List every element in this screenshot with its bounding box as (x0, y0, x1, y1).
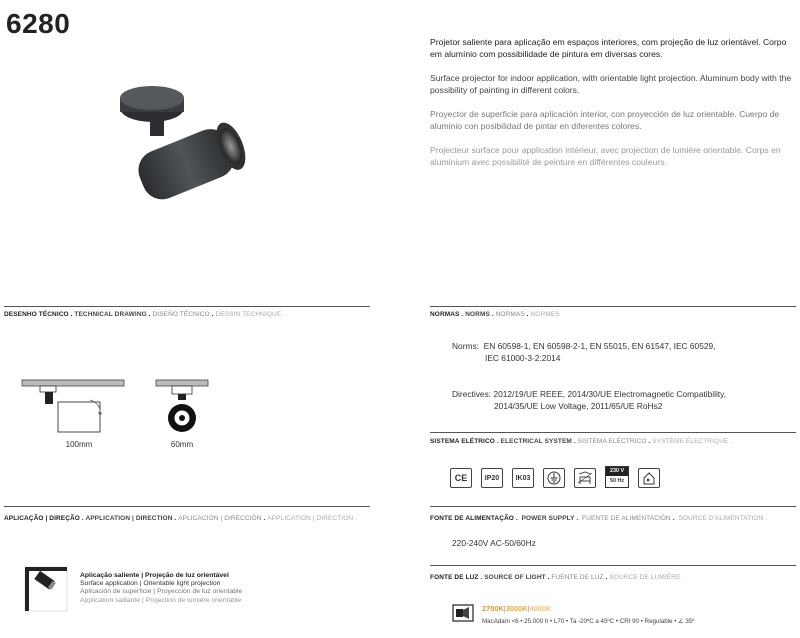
application-es: Aplicación de superficie | Proyección de luz orientable (80, 588, 243, 596)
product-photo (110, 80, 270, 240)
led-module-icon (452, 604, 474, 622)
product-code: 6280 (6, 8, 71, 39)
application-fr: Application saillante | Projection de lumière orientable (80, 596, 242, 604)
norms-label: Norms: (452, 341, 479, 351)
norms-line1: EN 60598-1, EN 60598-2-1, EN 55015, EN 61547, IEC 60529, (483, 341, 716, 351)
section-title-norms: NORMAS . NORMS . NORMAS . NORMES (430, 311, 560, 318)
power-supply-value: 220-240V AC-50/60Hz (452, 538, 536, 548)
directives-label: Directives: (452, 389, 492, 399)
flammable-surface-icon (574, 468, 596, 488)
voltage-top: 230 V (606, 467, 628, 476)
cct-2700k: 2700K (482, 604, 504, 613)
directives-block (452, 388, 792, 412)
application-pt: Aplicação saliente | Projeção de luz orientável (80, 572, 229, 579)
ce-mark-icon: CE (450, 468, 472, 488)
divider-norms (430, 306, 796, 307)
divider-technical-drawing (4, 306, 370, 307)
earth-symbol-icon (543, 468, 565, 488)
voltage-bottom: 50 Hz (609, 478, 625, 484)
divider-light-source (430, 565, 796, 566)
description-es: Proyector de superficie para aplicación interior, con proyección de luz orientable. Cuerpo de aluminio con posibilidad de pintar en diferentes colores. (430, 109, 780, 131)
section-title-power-supply: FONTE DE ALIMENTAÇÃO . POWER SUPPLY . FUENTE DE ALIMENTACIÓN . SOURCE D'ALIMENTATION . (430, 515, 767, 522)
norms-block (452, 340, 792, 364)
voltage-badge (605, 466, 629, 488)
technical-drawing-side (20, 376, 130, 438)
color-temperatures: 2700K|3000K|4000K (482, 604, 552, 613)
surface-application-icon (24, 566, 68, 612)
section-title-application: APLICAÇÃO | DIREÇÃO . APPLICATION | DIRECTION . APLICACIÓN | DIRECCIÓN . APPLICATION | DIRECTION . (4, 515, 357, 522)
section-title-electrical: SISTEMA ELÉTRICO . ELECTRICAL SYSTEM . SISTEMA ELÉCTRICO . SYSTÈME ÉLECTRIQUE . (430, 438, 733, 445)
description-en: Surface projector for indoor application, with orientable light projection. Aluminum body with the possibility of painting in different colors. (430, 73, 792, 95)
dimension-front-width: 60mm (170, 440, 194, 449)
description-fr: Projecteur surface pour application intérieur, avec projection de lumière orientable. Corps en aluminium avec possibilité de peinture en différentes couleurs. (430, 145, 781, 167)
cct-3000k: 3000K (505, 604, 528, 613)
light-source-specs: MacAdam <6 • 25.000 h • L70 • Ta -20ºC a 45ºC • CRI 90 • Regulable • ∠ 35º (482, 618, 695, 625)
divider-power-supply (430, 506, 796, 507)
cct-4000k: 4000K (529, 604, 552, 613)
section-title-technical-drawing: DESENHO TÉCNICO . TECHNICAL DRAWING . DISEÑO TÉCNICO . DESSIN TECHNIQUE . (4, 311, 286, 318)
norms-line2: IEC 61000-3-2:2014 (485, 353, 561, 363)
description-pt: Projetor saliente para aplicação em espaços interiores, com projeção de luz orientável. Corpo em alumínio com possibilidade de pintura em diversas cores. (430, 37, 787, 59)
technical-drawing-front (152, 376, 212, 438)
indoor-house-icon (638, 468, 660, 488)
divider-application (4, 506, 370, 507)
ik03-icon: IK03 (512, 468, 534, 488)
section-title-light-source: FONTE DE LUZ . SOURCE OF LIGHT . FUENTE DE LUZ . SOURCE DE LUMIÈRE . (430, 574, 685, 581)
application-en: Surface application | Orientable light projection (80, 580, 221, 588)
directives-line1: 2012/19/UE REEE, 2014/30/UE Electromagnetic Compatibility, (493, 389, 727, 399)
divider-electrical (430, 432, 796, 433)
ip20-icon: IP20 (481, 468, 503, 488)
directives-line2: 2014/35/UE Low Voltage, 2011/65/UE RoHs2 (494, 401, 663, 411)
dimension-side-width: 100mm (65, 440, 93, 449)
application-text (80, 572, 242, 605)
